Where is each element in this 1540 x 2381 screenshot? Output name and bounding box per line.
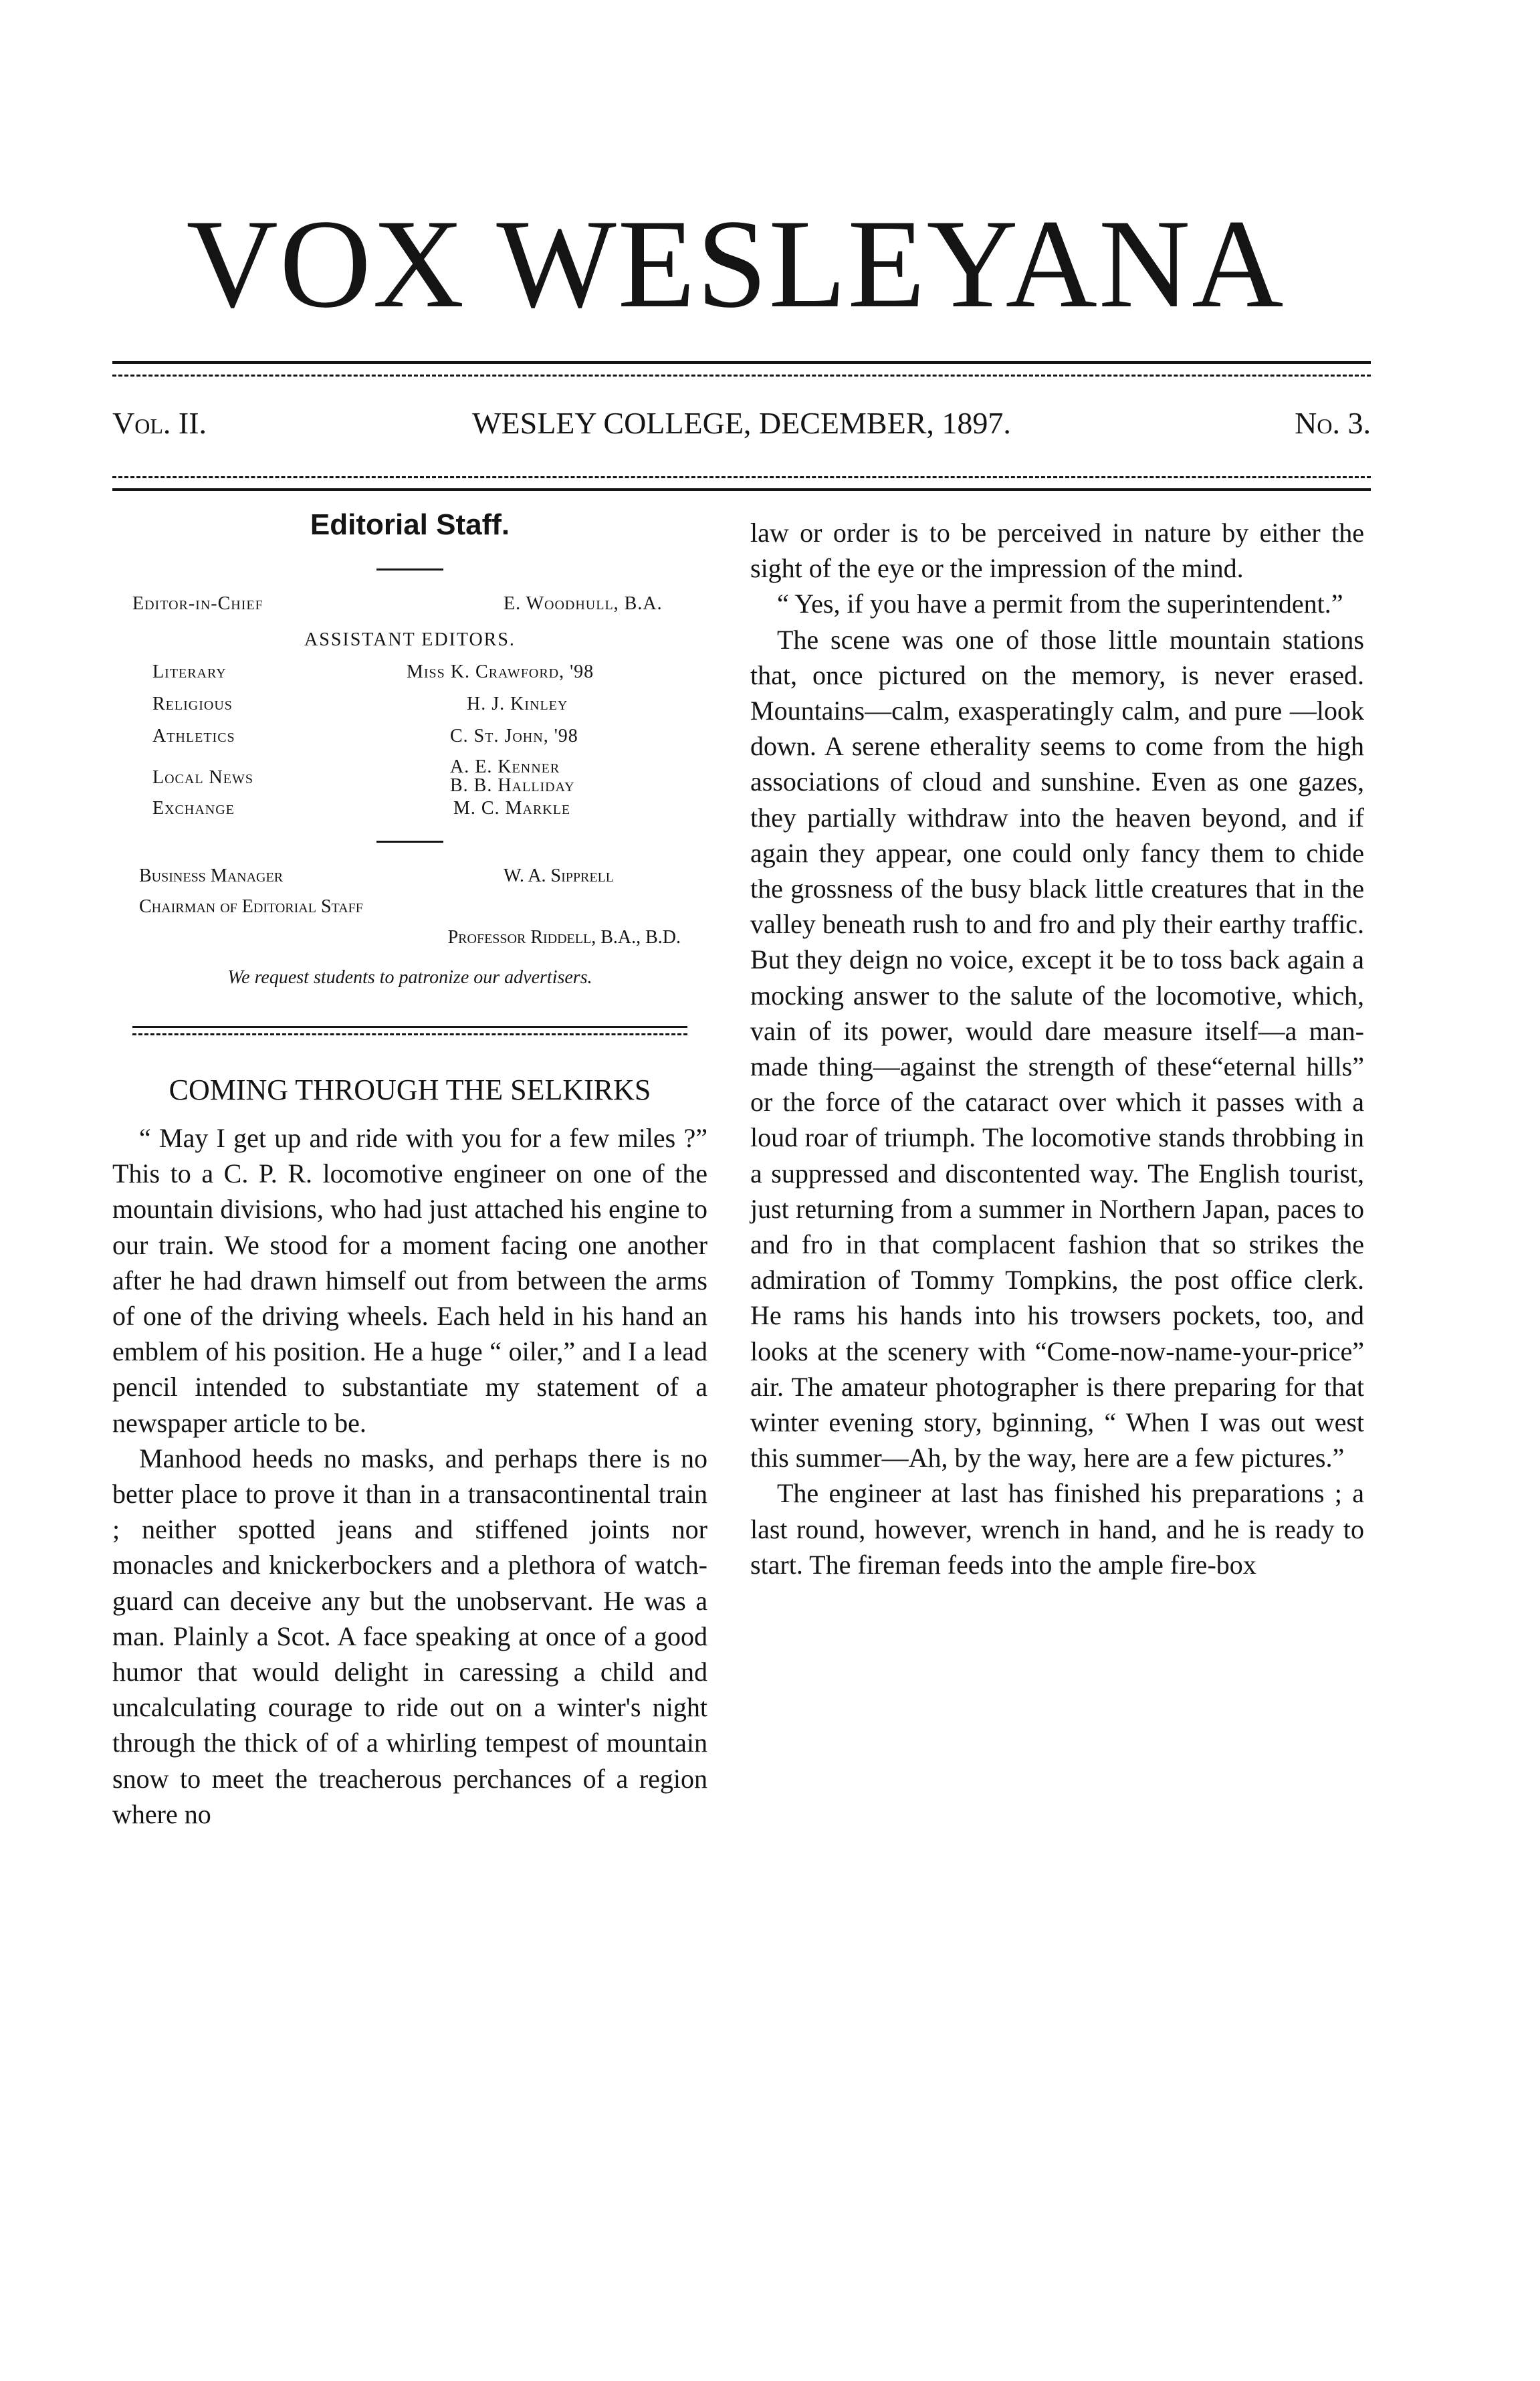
chairman-name: Professor Riddell, B.A., B.D. <box>447 927 681 948</box>
issue-rule-dashed <box>112 476 1371 478</box>
staff-row <box>112 726 707 758</box>
issue-number: No. 3. <box>1295 406 1371 440</box>
volume-label: Vol. II. <box>112 406 207 440</box>
article-rule-dashed <box>132 1033 687 1035</box>
issue-rule-solid <box>112 488 1371 491</box>
article-body-right <box>750 515 1364 1582</box>
staff-role: Literary <box>152 661 227 682</box>
staff-name-line: B. B. Halliday <box>450 775 575 796</box>
paragraph: “ Yes, if you have a permit from the superintendent.” <box>777 589 1343 619</box>
paragraph: The scene was one of those little mountain stations that, once pictured on the memory, is never erased. Mountains—calm, exasperatingly calm, and pure —look down. A serene etherality seems to come from the high associations of cloud and sunshine. Even as one gazes, they partially withdraw into the heaven beyond, and if again they appear, one could only fancy them to chide the grossness of the busy black little creatures that in the valley beneath rush to and fro and ply their earthy traffic. But they deign no voice, except it be to toss back again a mocking answer to the salute of the locomotive, which, vain of its power, would dare measure itself—a man-made thing—against the strength of these“eternal hills” or the force of the cataract over which it passes with a loud roar of triumph. The locomotive stands throbbing in a suppressed and discontented way. The English tourist, just returning from a summer in Northern Japan, paces to and fro in that complacent fashion that so strikes the admiration of Tommy Tompkins, the post office clerk. He rams his hands into his trowsers pockets, too, and looks at the scenery with “Come-now-name-your-price” air. The amateur photographer is there preparing for that winter evening story, bginning, “ When I was out west this summer—Ah, by the way, here are a few pictures.” <box>750 624 1364 1473</box>
staff-role: Exchange <box>152 798 235 819</box>
staff-role: Religious <box>152 694 233 714</box>
issue-line <box>112 405 1371 445</box>
business-manager-row <box>112 865 707 896</box>
editorial-staff-heading: Editorial Staff. <box>310 508 510 541</box>
staff-name: W. A. Sipprell <box>504 865 615 886</box>
left-column <box>112 508 707 1832</box>
right-column <box>750 515 1364 1582</box>
staff-name-line: A. E. Kenner <box>450 756 560 777</box>
staff-row <box>112 694 707 726</box>
paragraph: Manhood heeds no masks, and perhaps there is no better place to prove it than in a transacontinental train ; neither spotted jeans and stiffened joints nor monacles and knickerbockers and a plethora of watch-guard can deceive any but the unobservant. He was a man. Plainly a Scot. A face speaking at once of a good humor that would delight in caressing a child and uncalculating courage to ride out on a winter's night through the thick of of a whirling tempest of mountain snow to meet the treacherous perchances of a region where no <box>112 1443 707 1829</box>
article-rule-solid <box>132 1026 687 1028</box>
masthead-title: VOX WESLEYANA <box>186 194 1285 334</box>
advertisers-request: We request students to patronize our advertisers. <box>227 967 592 988</box>
chairman-row <box>112 896 707 927</box>
staff-role: Athletics <box>152 726 235 746</box>
editor-in-chief-row <box>112 593 707 625</box>
article-body-left <box>112 1120 707 1832</box>
staff-role: Local News <box>152 767 253 788</box>
staff-name: Miss K. Crawford, '98 <box>407 661 594 682</box>
paragraph: law or order is to be perceived in nature by either the sight of the eye or the impression of the mind. <box>750 518 1364 584</box>
staff-role: Business Manager <box>139 865 284 886</box>
staff-name: H. J. Kinley <box>467 694 568 714</box>
staff-name: C. St. John, '98 <box>450 726 578 746</box>
staff-role: Chairman of Editorial Staff <box>139 896 363 917</box>
staff-row <box>112 661 707 694</box>
staff-row <box>112 758 707 798</box>
masthead-rule-solid <box>112 361 1371 364</box>
staff-role: Editor-in-Chief <box>132 593 263 614</box>
staff-row <box>112 798 707 830</box>
paragraph: The engineer at last has finished his preparations ; a last round, however, wrench in hand, and he is ready to start. The fireman feeds into the ample fire-box <box>750 1478 1364 1580</box>
staff-name: M. C. Markle <box>453 798 571 819</box>
article-title: COMING THROUGH THE SELKIRKS <box>169 1073 651 1106</box>
masthead-rule-dashed <box>112 375 1371 377</box>
assistant-editors-heading: ASSISTANT EDITORS. <box>304 629 516 650</box>
staff-name <box>450 758 575 795</box>
paragraph: “ May I get up and ride with you for a few miles ?” This to a C. P. R. locomotive engineer on one of the mountain divisions, who had just attached his engine to our train. We stood for a moment facing one another after he had drawn himself out from between the arms of one of the driving wheels. Each held in his hand an emblem of his position. He a huge “ oiler,” and I a lead pencil intended to substantiate my statement of a newspaper article to be. <box>112 1123 707 1438</box>
staff-name: E. Woodhull, B.A. <box>504 593 663 614</box>
divider <box>376 841 443 843</box>
divider <box>376 568 443 571</box>
college-date: WESLEY COLLEGE, DECEMBER, 1897. <box>472 406 1011 440</box>
